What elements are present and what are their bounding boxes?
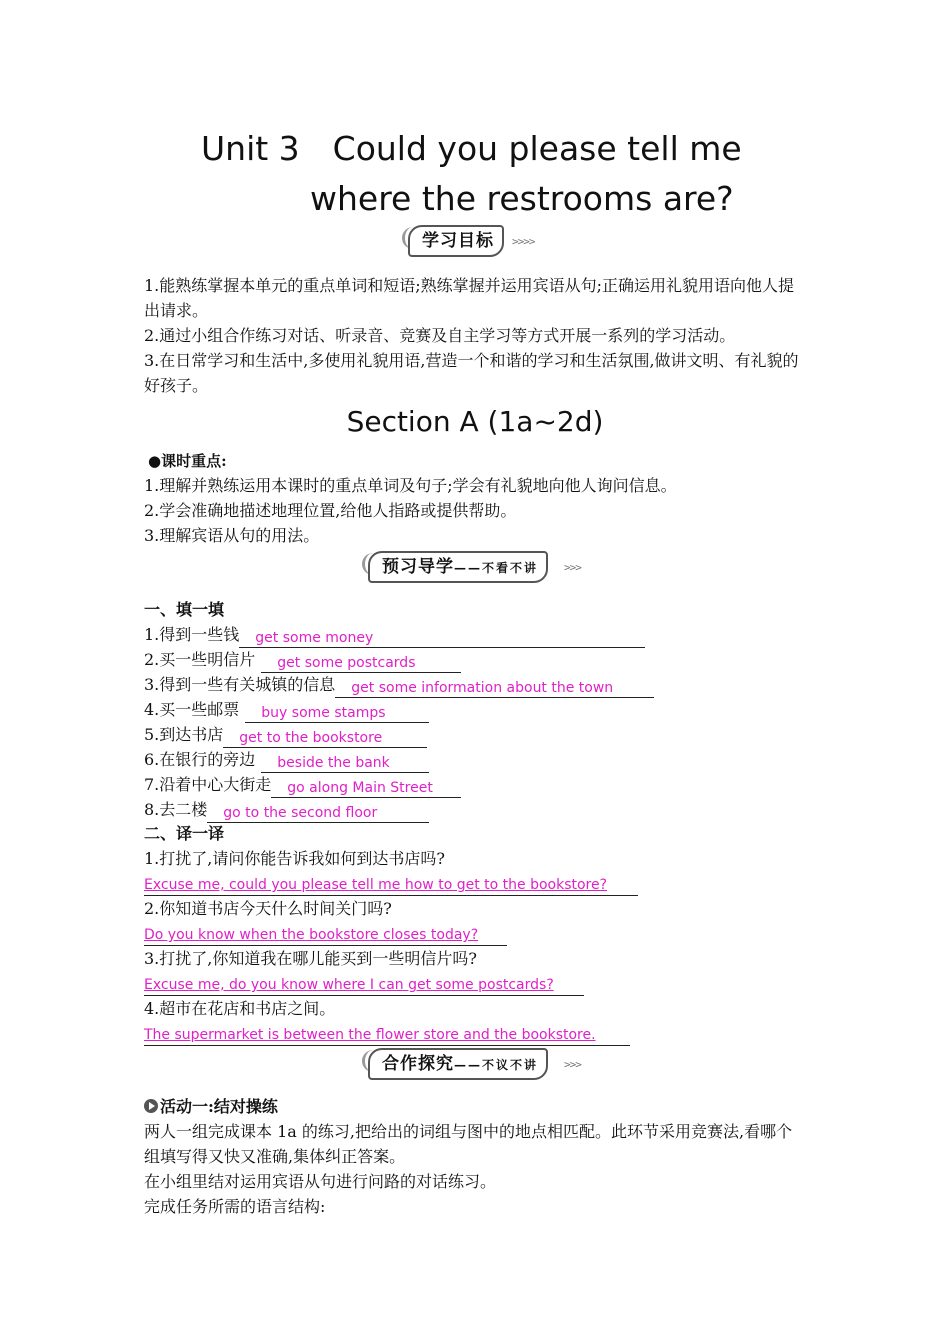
key-point-3: 3.理解宾语从句的用法。 <box>144 526 320 545</box>
fill-answer-blank[interactable] <box>245 702 429 723</box>
fill-question: 8.去二楼 <box>144 800 208 819</box>
banner-arrows-icon: >>>> <box>512 235 535 248</box>
translate-question: 1.打扰了,请问你能告诉我如何到达书店吗? <box>144 849 445 868</box>
fill-answer-blank[interactable] <box>261 752 429 773</box>
cooperate-banner-text: 合作探究 <box>382 1054 454 1074</box>
fill-item <box>144 748 429 773</box>
fill-answer: get to the bookstore <box>239 729 383 746</box>
fill-question: 3.得到一些有关城镇的信息 <box>144 675 336 694</box>
cooperate-banner <box>368 1046 588 1080</box>
fill-item <box>144 673 654 698</box>
fill-answer: buy some stamps <box>261 704 386 721</box>
fill-question: 4.买一些邮票 <box>144 700 240 719</box>
fill-answer-blank[interactable] <box>207 802 429 823</box>
preview-banner-sub: ——不看不讲 <box>454 561 539 575</box>
fill-item <box>144 648 461 673</box>
goal-2: 2.通过小组合作练习对话、听录音、竞赛及自主学习等方式开展一系列的学习活动。 <box>144 326 736 345</box>
translate-answer-text: The supermarket is between the flower store and the bookstore. <box>144 1027 596 1043</box>
fill-question: 7.沿着中心大街走 <box>144 775 272 794</box>
translate-answer-text: Excuse me, do you know where I can get some postcards? <box>144 977 554 993</box>
translate-answer-row[interactable] <box>144 872 638 897</box>
fill-heading: 一、填一填 <box>144 600 225 619</box>
preview-banner <box>368 549 588 583</box>
section-title: Section A (1a~2d) <box>346 405 604 438</box>
translate-question: 4.超市在花店和书店之间。 <box>144 999 336 1018</box>
goals-banner <box>408 223 548 257</box>
preview-banner-label <box>368 551 548 583</box>
fill-item <box>144 698 429 723</box>
goal-1: 1.能熟练掌握本单元的重点单词和短语;熟练掌握并运用宾语从句;正确运用礼貌用语向他人提出请求。 <box>144 276 795 320</box>
translate-answer <box>144 875 638 896</box>
fill-answer-blank[interactable] <box>223 727 427 748</box>
unit-title-line1: Unit 3 Could you please tell me <box>201 129 742 168</box>
banner-arrows-icon: >>> <box>564 561 581 574</box>
preview-banner-text: 预习导学 <box>382 557 454 577</box>
fill-item <box>144 798 429 823</box>
activity-line-1: 两人一组完成课本 1a 的练习,把给出的词组与图中的地点相匹配。此环节采用竞赛法,看哪个组填写得又快又准确,集体纠正答案。 <box>144 1122 793 1166</box>
key-point-1: 1.理解并熟练运用本课时的重点单词及句子;学会有礼貌地向他人询问信息。 <box>144 476 677 495</box>
fill-answer: get some postcards <box>277 654 416 671</box>
fill-answer: go to the second floor <box>223 804 378 821</box>
banner-arrows-icon: >>> <box>564 1058 581 1071</box>
play-icon <box>144 1099 158 1113</box>
fill-answer: go along Main Street <box>287 779 433 796</box>
translate-question: 3.打扰了,你知道我在哪儿能买到一些明信片吗? <box>144 949 477 968</box>
fill-question: 5.到达书店 <box>144 725 224 744</box>
fill-answer-blank[interactable] <box>261 652 461 673</box>
translate-answer <box>144 975 584 996</box>
activity-line-2: 在小组里结对运用宾语从句进行问路的对话练习。 <box>144 1172 497 1191</box>
translate-answer-row[interactable] <box>144 972 584 997</box>
goals-banner-label: 学习目标 <box>408 225 504 257</box>
translate-answer-row[interactable] <box>144 922 507 947</box>
translate-answer-text: Excuse me, could you please tell me how to get to the bookstore? <box>144 877 608 893</box>
fill-answer-blank[interactable] <box>335 677 654 698</box>
activity-label-row <box>144 1095 278 1120</box>
fill-answer: get some money <box>255 629 374 646</box>
unit-title-line2: where the restrooms are? <box>310 179 734 218</box>
goal-3: 3.在日常学习和生活中,多使用礼貌用语,营造一个和谐的学习和生活氛围,做讲文明、有礼貌的好孩子。 <box>144 351 799 395</box>
fill-item <box>144 773 461 798</box>
fill-question: 6.在银行的旁边 <box>144 750 256 769</box>
fill-answer-blank[interactable] <box>239 627 645 648</box>
translate-question: 2.你知道书店今天什么时间关门吗? <box>144 899 392 918</box>
fill-question: 1.得到一些钱 <box>144 625 240 644</box>
fill-item <box>144 623 645 648</box>
cooperate-banner-sub: ——不议不讲 <box>454 1058 539 1072</box>
fill-question: 2.买一些明信片 <box>144 650 256 669</box>
fill-item <box>144 723 427 748</box>
fill-answer: get some information about the town <box>351 679 614 696</box>
fill-answer-blank[interactable] <box>271 777 461 798</box>
key-point-2: 2.学会准确地描述地理位置,给他人指路或提供帮助。 <box>144 501 517 520</box>
translate-heading: 二、译一译 <box>144 824 225 843</box>
cooperate-banner-label <box>368 1048 548 1080</box>
activity-line-3: 完成任务所需的语言结构: <box>144 1197 326 1216</box>
fill-answer: beside the bank <box>277 754 390 771</box>
activity-label: 活动一:结对操练 <box>160 1097 278 1116</box>
translate-answer-row[interactable] <box>144 1022 630 1047</box>
translate-answer <box>144 1025 630 1046</box>
translate-answer-text: Do you know when the bookstore closes today? <box>144 927 479 943</box>
key-points-label: ●课时重点: <box>148 452 227 470</box>
translate-answer <box>144 925 507 946</box>
